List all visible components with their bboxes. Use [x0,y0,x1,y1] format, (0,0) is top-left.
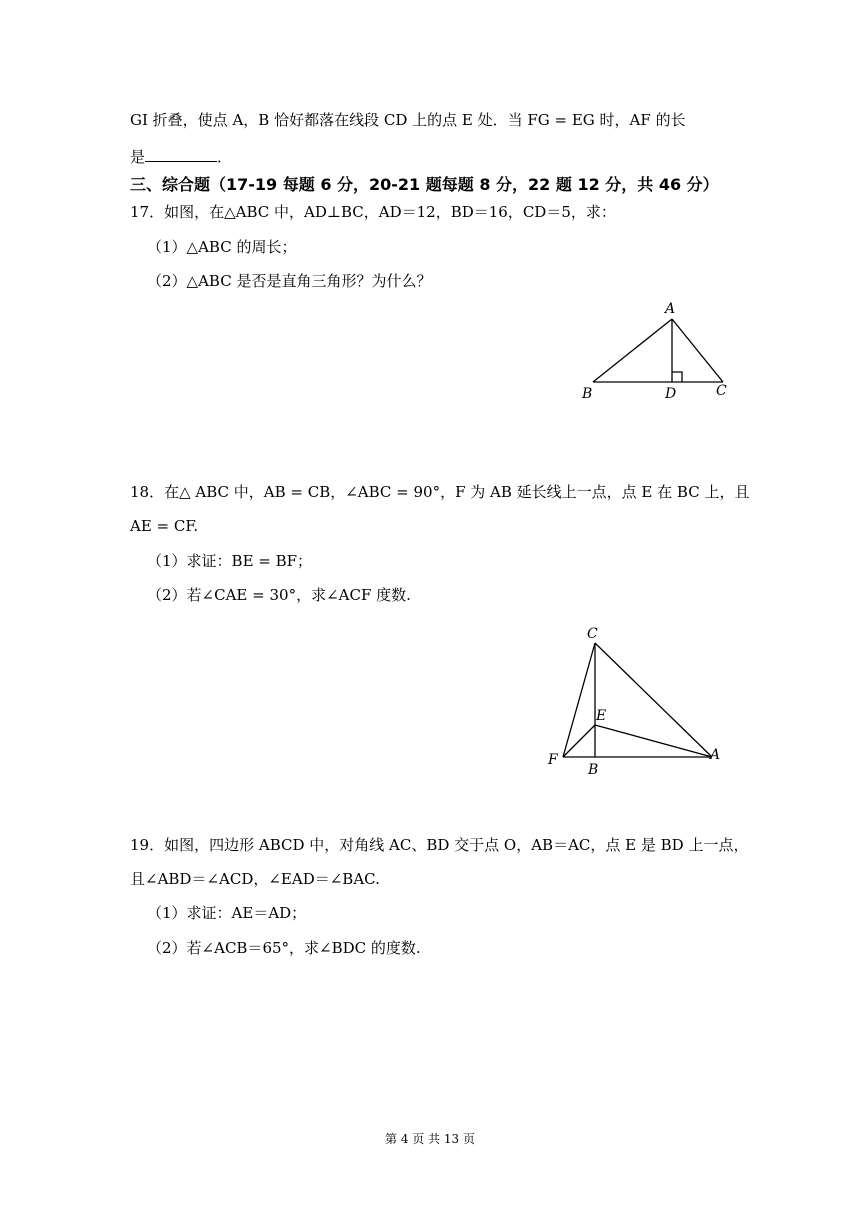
q19-stem-line1: 19．如图，四边形 ABCD 中，对角线 AC、BD 交于点 O，AB＝AC，点 E 是 BD 上一点， [130,836,749,854]
q17-right-angle-mark [672,372,682,382]
q17-label-d: D [665,386,677,402]
q17-label-c: C [716,383,727,399]
continuation-suffix: ． [217,148,233,166]
continuation-prefix: 是 [130,148,146,166]
q19-stem-line2: 且∠ABD＝∠ACD，∠EAD＝∠BAC. [130,870,380,888]
q17-part2: （2）△ABC 是否是直角三角形？为什么？ [147,272,432,290]
q19-part2: （2）若∠ACB＝65°，求∠BDC 的度数. [147,939,421,957]
q18-label-f: F [548,752,558,768]
q18-label-b: B [588,762,599,778]
continuation-line-2 [130,147,232,167]
q18-segment-ea [595,725,712,757]
q19-part1: （1）求证：AE＝AD； [147,904,307,922]
page-footer: 第 4 页 共 13 页 [385,1132,475,1146]
q17-triangle-figure [575,298,735,408]
q18-label-c: C [587,626,598,642]
q17-side-ab [593,319,672,382]
q18-label-a: A [710,747,721,763]
q18-segment-cf [563,643,595,757]
q17-label-a: A [665,301,676,317]
q18-part2: （2）若∠CAE = 30°，求∠ACF 度数. [147,586,411,604]
q18-part1: （1）求证：BE = BF； [147,552,313,570]
q18-triangle-figure [540,620,730,785]
q17-stem: 17．如图，在△ABC 中，AD⊥BC，AD＝12，BD＝16，CD＝5，求： [130,203,616,221]
q18-stem-line2: AE = CF. [130,517,199,535]
continuation-line-1: GI 折叠，使点 A，B 恰好都落在线段 CD 上的点 E 处．当 FG = EG 时，AF 的长 [130,111,686,129]
section-heading: 三、综合题（17-19 每题 6 分，20-21 题每题 8 分，22 题 12 分，共 46 分） [130,175,719,194]
q18-side-ca [595,643,712,757]
q17-part1: （1）△ABC 的周长； [147,238,297,256]
answer-blank [145,147,217,162]
q18-stem-line1: 18．在△ ABC 中，AB = CB，∠ABC = 90°，F 为 AB 延长线上一点，点 E 在 BC 上，且 [130,483,750,501]
q18-label-e: E [596,708,607,724]
q17-label-b: B [582,386,593,402]
